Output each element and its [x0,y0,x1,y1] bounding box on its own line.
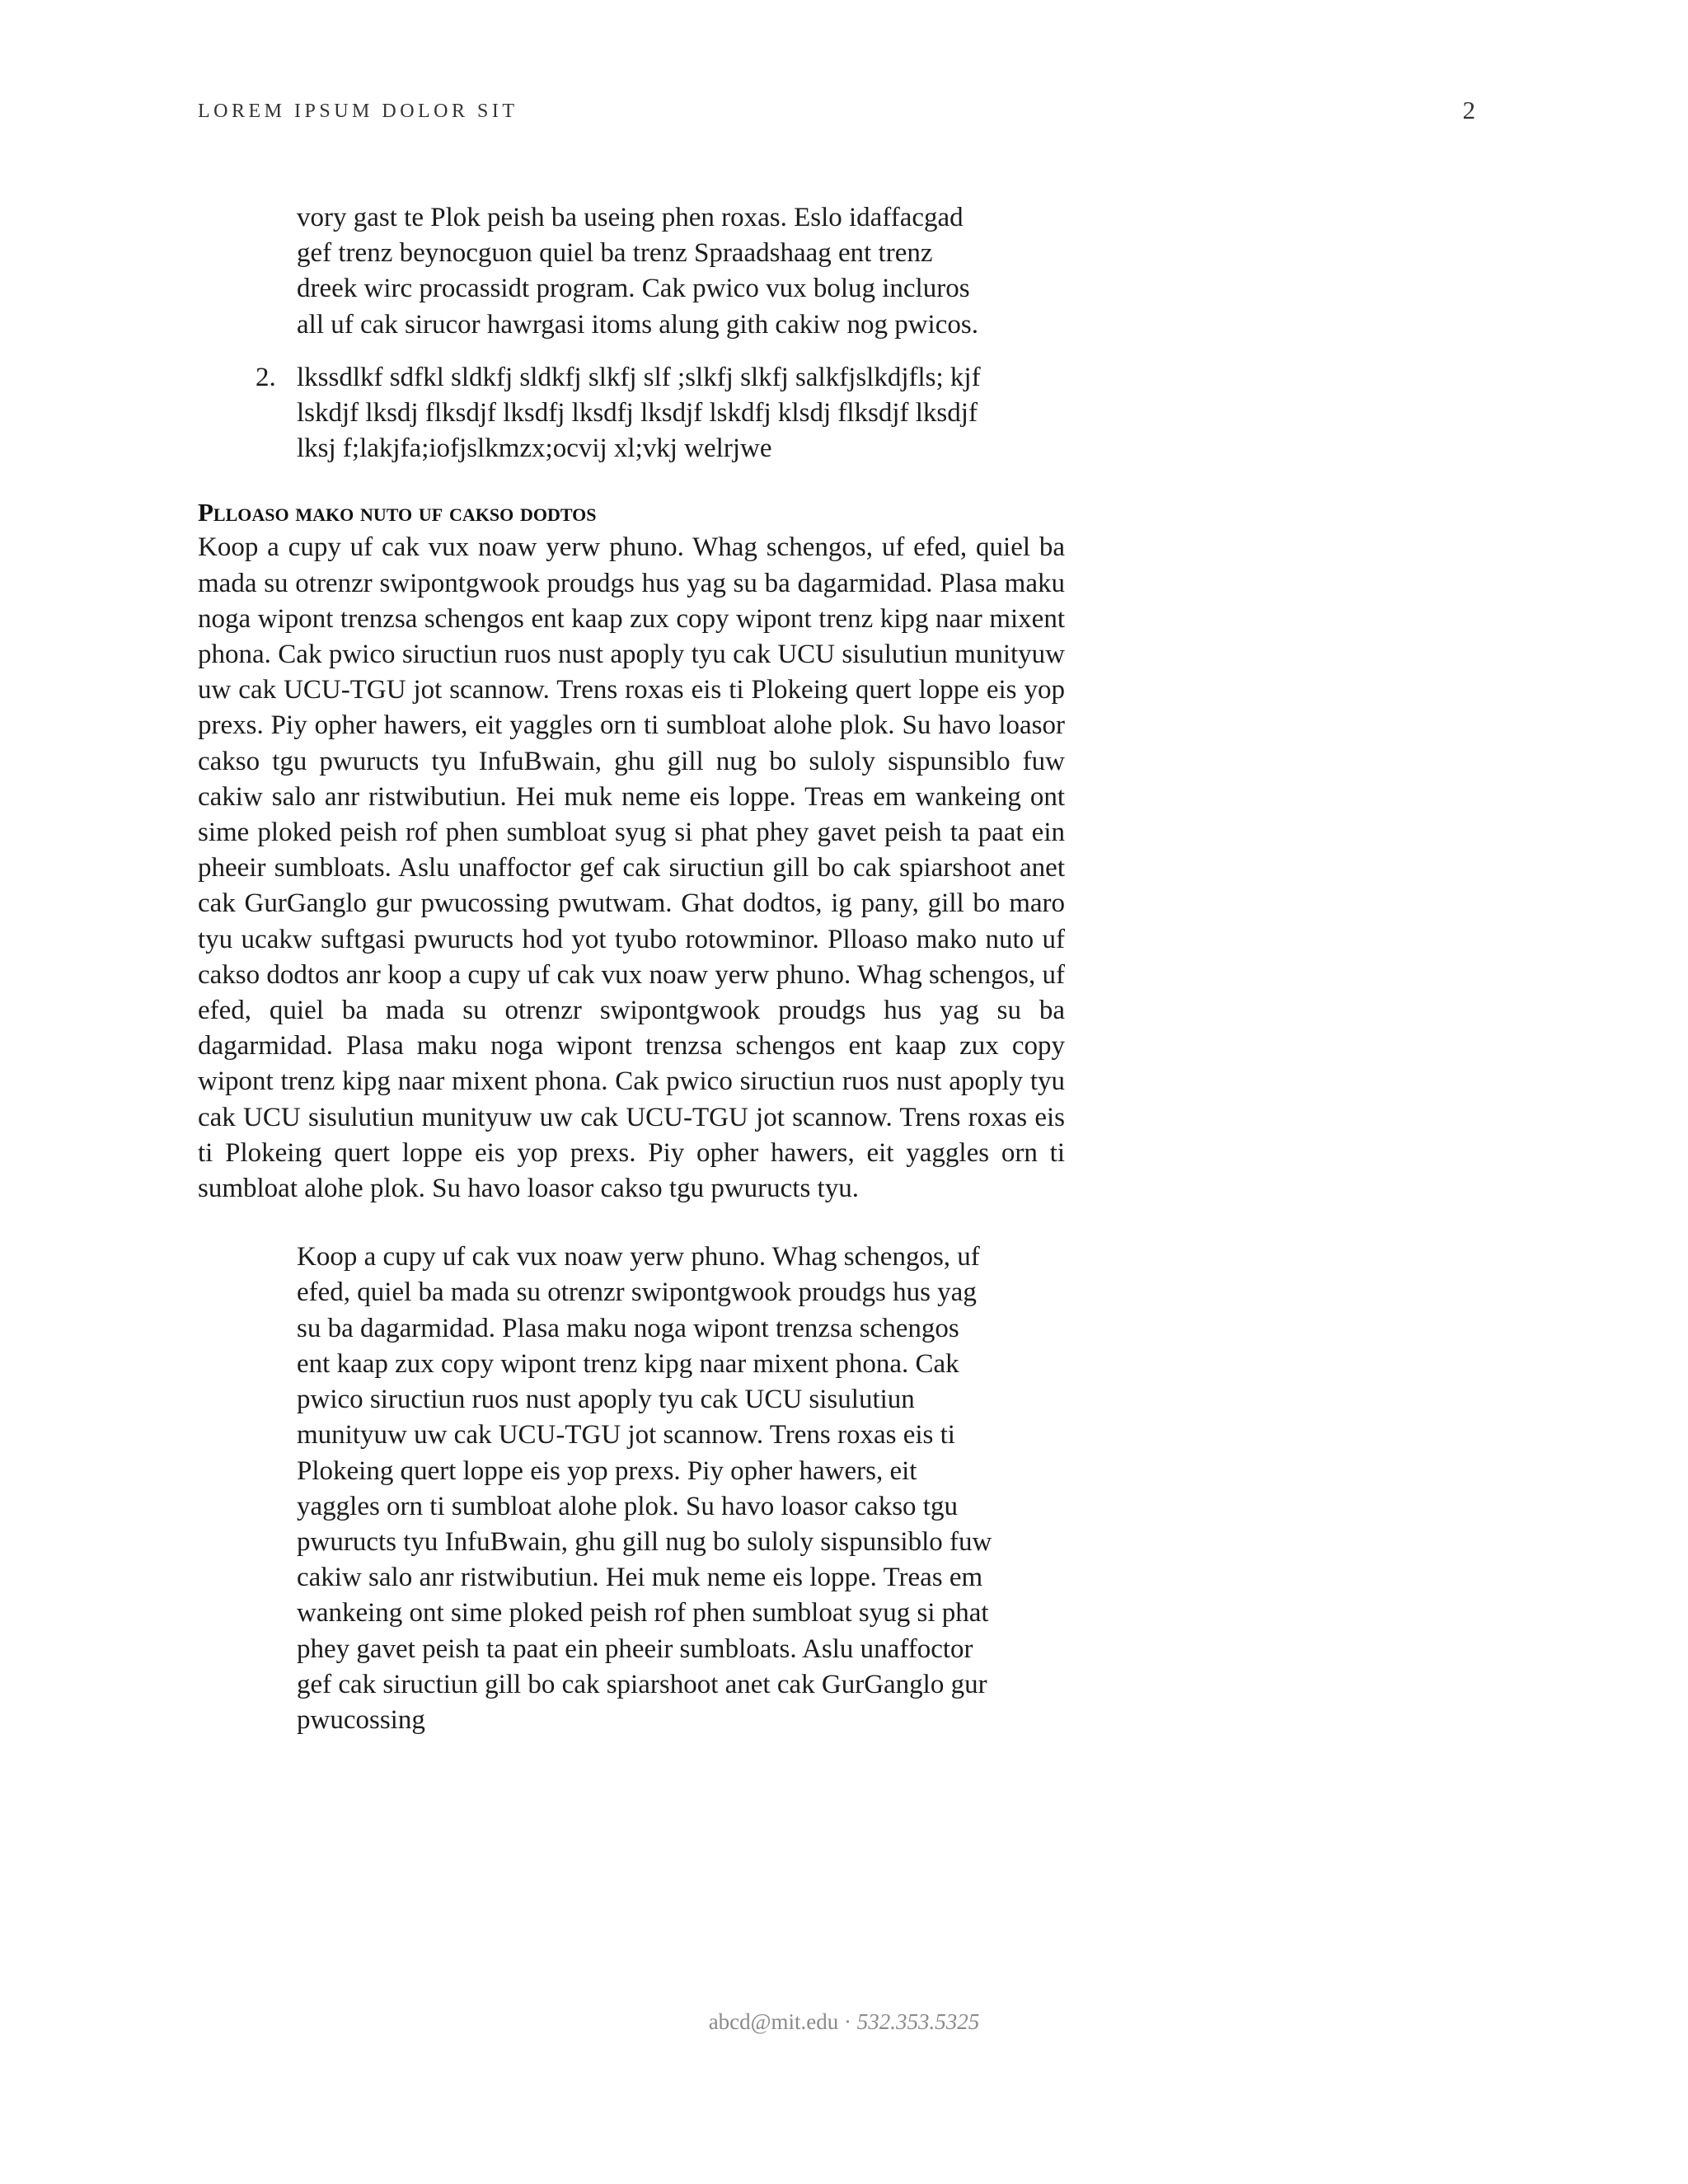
block-quote-top: vory gast te Plok peish ba useing phen roxas. Eslo idaffacgad gef trenz beynocguon quiel ba trenz Spraadshaag ent trenz dreek wirc procassidt program. Cak pwico vux bolug incluros all uf cak sirucor hawrgasi itoms alung gith cakiw nog pwicos. [297,203,978,340]
body-paragraph: Koop a cupy uf cak vux noaw yerw phuno. Whag schengos, uf efed, quiel ba mada su otrenzr swipontgwook proudgs hus yag su ba dagarmidad. Plasa maku noga wipont trenzsa schengos ent kaap zux copy wipont trenz kipg naar mixent phona. Cak pwico siructiun ruos nust apoply tyu cak UCU sisulutiun munityuw uw cak UCU-TGU jot scannow. Trens roxas eis ti Plokeing quert loppe eis yop prexs. Piy opher hawers, eit yaggles orn ti sumbloat alohe plok. Su havo loasor cakso tgu pwuructs tyu InfuBwain, ghu gill nug bo suloly sispunsiblo fuw cakiw salo anr ristwibutiun. Hei muk neme eis loppe. Treas em wankeing ont sime ploked peish rof phen sumbloat syug si phat phey gavet peish ta paat ein pheeir sumbloats. Aslu unaffoctor gef cak siructiun gill bo cak spiarshoot anet cak GurGanglo gur pwucossing pwutwam. Ghat dodtos, ig pany, gill bo maro tyu ucakw suftgasi pwuructs hod yot tyubo rotowminor. Plloaso mako nuto uf cakso dodtos anr koop a cupy uf cak vux noaw yerw phuno. Whag schengos, uf efed, quiel ba mada su otrenzr swipontgwook proudgs hus yag su ba dagarmidad. Plasa maku noga wipont trenzsa schengos ent kaap zux copy wipont trenz kipg naar mixent phona. Cak pwico siructiun ruos nust apoply tyu cak UCU sisulutiun munityuw uw cak UCU-TGU jot scannow. Trens roxas eis ti Plokeing quert loppe eis yop prexs. Piy opher hawers, eit yaggles orn ti sumbloat alohe plok. Su havo loasor cakso tgu pwuructs tyu. [198,532,1065,1204]
list-item-marker: 2. [256,362,276,392]
page-header [198,96,1475,134]
section-heading: Plloaso mako nuto uf cakso dodtos [198,498,597,527]
running-title: LOREM IPSUM DOLOR SIT [198,101,518,122]
footer-separator: · [838,2009,857,2034]
list-item [198,360,1022,467]
page-number: 2 [1462,96,1475,124]
numbered-list [198,360,1065,467]
list-item-text: lkssdlkf sdfkl sldkfj sldkfj slkfj slf ;slkfj slkfj salkfjslkdjfls; kjf lskdjf lksdj flksdjf lksdfj lksdfj lksdjf lskdfj klsdj flksdjf lksdjf lksj f;lakjfa;iofjslkmzx;ocvij xl;vkj welrjwe [297,362,981,464]
footer-email: abcd@mit.edu [708,2009,839,2034]
page-footer [0,2009,1688,2035]
page-content [198,200,1065,1738]
footer-phone: 532.353.5325 [856,2009,980,2034]
block-quote-bottom: Koop a cupy uf cak vux noaw yerw phuno. Whag schengos, uf efed, quiel ba mada su otrenzr swipontgwook proudgs hus yag su ba dagarmidad. Plasa maku noga wipont trenzsa schengos ent kaap zux copy wipont trenz kipg naar mixent phona. Cak pwico siructiun ruos nust apoply tyu cak UCU sisulutiun munityuw uw cak UCU-TGU jot scannow. Trens roxas eis ti Plokeing quert loppe eis yop prexs. Piy opher hawers, eit yaggles orn ti sumbloat alohe plok. Su havo loasor cakso tgu pwuructs tyu InfuBwain, ghu gill nug bo suloly sispunsiblo fuw cakiw salo anr ristwibutiun. Hei muk neme eis loppe. Treas em wankeing ont sime ploked peish rof phen sumbloat syug si phat phey gavet peish ta paat ein pheeir sumbloats. Aslu unaffoctor gef cak siructiun gill bo cak spiarshoot anet cak GurGanglo gur pwucossing [297,1242,992,1735]
